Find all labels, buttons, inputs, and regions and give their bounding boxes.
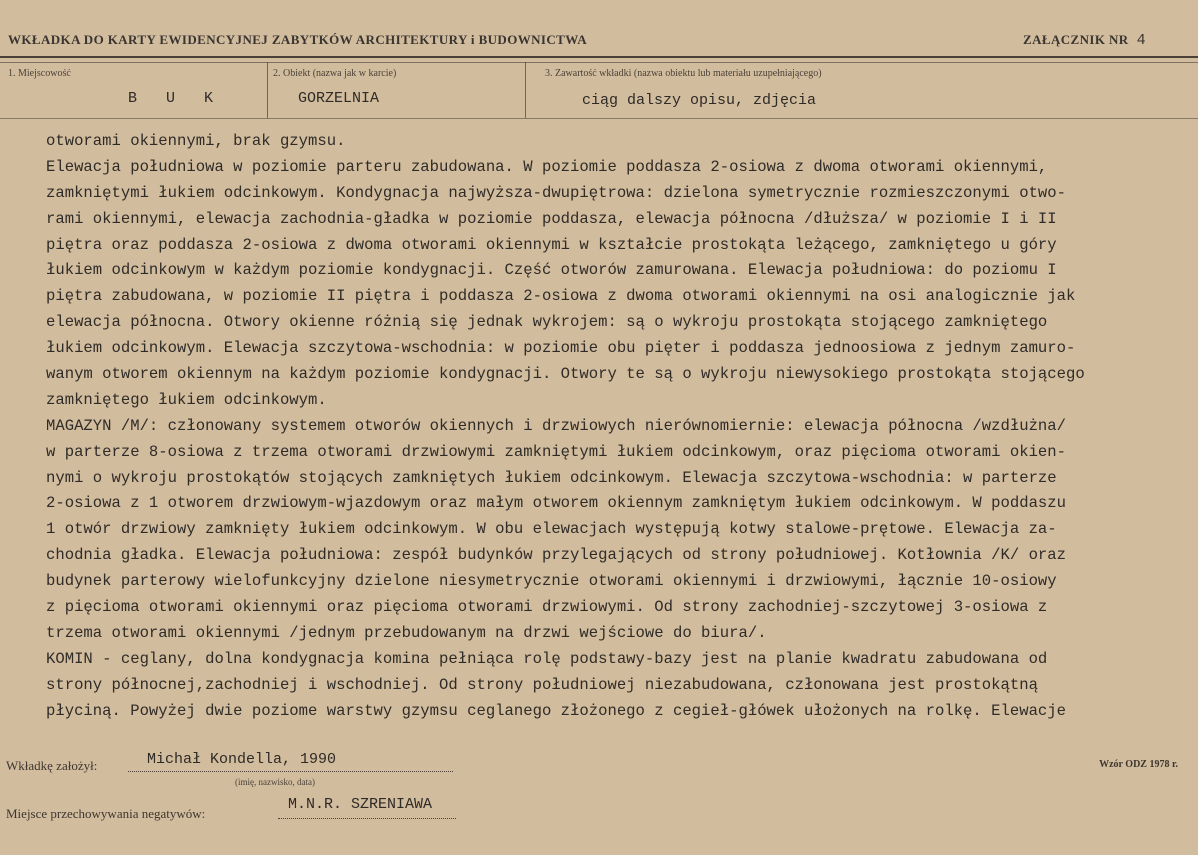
text-line: rami okiennymi, elewacja zachodnia-gładka w poziomie poddasza, elewacja północna /dłuższa/ w poziomie I i II xyxy=(46,209,1057,228)
text-line: 2-osiowa z 1 otworem drzwiowym-wjazdowym oraz małym otworem okiennym zamkniętym łukiem odcinkowym. W poddaszu xyxy=(46,494,1066,513)
annex-number xyxy=(1023,32,1146,49)
text-line: z pięcioma otworami okiennymi oraz pięcioma otworami drzwiowymi. Od strony zachodniej-szczytowej 3-osiowa z xyxy=(46,598,1048,617)
text-line: MAGAZYN /M/: członowany systemem otworów okiennych i drzwiowych nierównomiernie: elewacja północna /wzdłużna/ xyxy=(46,416,1066,435)
negatives-dotted-line xyxy=(278,818,456,819)
field-divider xyxy=(267,62,268,118)
negatives-value: M.N.R. SZRENIAWA xyxy=(288,796,433,813)
founder-label: Wkładkę założył: xyxy=(6,758,98,773)
text-line: 1 otwór drzwiowy zamknięty łukiem odcinkowym. W obu elewacjach występują kotwy stalowe-prętowe. Elewacja za- xyxy=(46,520,1057,539)
description-text xyxy=(46,129,1194,724)
text-line: trzema otworami okiennymi /jednym przebudowanym na drzwi wejściowe do biura/. xyxy=(46,623,767,642)
text-line: elewacja północna. Otwory okienne różnią się jednak wykrojem: są o wykroju prostokąta stojącego zamkniętego xyxy=(46,313,1048,332)
fields-bottom-rule xyxy=(0,118,1198,119)
text-line: łukiem odcinkowym w każdym poziomie kondygnacji. Część otworów zamurowana. Elewacja południowa: do poziomu I xyxy=(46,261,1057,280)
negatives-label: Miejsce przechowywania negatywów: xyxy=(6,806,206,821)
field-divider xyxy=(525,62,526,118)
field-value-content: ciąg dalszy opisu, zdjęcia xyxy=(582,92,817,109)
text-line: chodnia gładka. Elewacja południowa: zespół budynków przylegających od strony południowej. Kotłownia /K/ oraz xyxy=(46,546,1066,565)
founder-dotted-line xyxy=(128,771,453,772)
form-title: WKŁADKA DO KARTY EWIDENCYJNEJ ZABYTKÓW ARCHITEKTURY i BUDOWNICTWA xyxy=(8,32,587,47)
text-line: Elewacja południowa w poziomie parteru zabudowana. W poziomie poddasza 2-osiowa z dwoma otworami okiennymi, xyxy=(46,157,1048,176)
text-line: otworami okiennymi, brak gzymsu. xyxy=(46,132,346,150)
annex-number-value: 4 xyxy=(1136,32,1146,49)
annex-label: ZAŁĄCZNIK NR xyxy=(1023,32,1129,47)
founder-value: Michał Kondella, 1990 xyxy=(147,751,337,768)
text-line: łukiem odcinkowym. Elewacja szczytowa-wschodnia: w poziomie obu pięter i poddasza jednoosiowa z jednym zamuro- xyxy=(46,339,1076,358)
text-line: piętra zabudowana, w poziomie II piętra i poddasza 2-osiowa z dwoma otworami okiennymi na osi analogicznie jak xyxy=(46,287,1076,306)
text-line: zamkniętego łukiem odcinkowym. xyxy=(46,390,327,409)
founder-hint: (imię, nazwisko, data) xyxy=(235,777,315,787)
header-rule xyxy=(0,56,1198,58)
fields-top-rule xyxy=(0,62,1198,63)
text-line: nymi o wykroju prostokątów stojących zamkniętych łukiem odcinkowym. Elewacja szczytowa-wschodnia: w parterze xyxy=(46,468,1057,487)
text-line: w parterze 8-osiowa z trzema otworami drzwiowymi zamkniętymi łukiem odcinkowym, oraz pięcioma otworami okien- xyxy=(46,442,1066,461)
text-line: wanym otworem okiennym na każdym poziomie kondygnacji. Otwory te są o wykroju niewysokiego prostokąta stojącego xyxy=(46,365,1085,384)
field-value-object: GORZELNIA xyxy=(298,90,380,107)
field-value-locality: B U K xyxy=(128,90,224,107)
text-line: płyciną. Powyżej dwie poziome warstwy gzymsu ceglanego złożonego z cegieł-główek ułożonych na rolkę. Elewacje xyxy=(46,701,1066,720)
field-label-object: 2. Obiekt (nazwa jak w karcie) xyxy=(273,68,397,79)
form-code: Wzór ODZ 1978 r. xyxy=(1099,759,1178,770)
text-line: strony północnej,zachodniej i wschodniej. Od strony południowej niezabudowana, członowana jest prostokątną xyxy=(46,675,1038,694)
text-line: budynek parterowy wielofunkcyjny dzielone niesymetrycznie otworami okiennymi i drzwiowymi, łącznie 10-osiowy xyxy=(46,572,1057,591)
text-line: KOMIN - ceglany, dolna kondygnacja komina pełniąca rolę podstawy-bazy jest na planie kwadratu zabudowana od xyxy=(46,649,1048,668)
text-line: piętra oraz poddasza 2-osiowa z dwoma otworami okiennymi w kształcie prostokąta leżącego, zamkniętego u góry xyxy=(46,235,1057,254)
field-label-locality: 1. Miejscowość xyxy=(8,68,71,79)
field-label-content: 3. Zawartość wkładki (nazwa obiektu lub materiału uzupełniającego) xyxy=(545,68,822,79)
text-line: zamkniętymi łukiem odcinkowym. Kondygnacja najwyższa-dwupiętrowa: dzielona symetrycznie rozmieszczonymi otwo- xyxy=(46,183,1066,202)
